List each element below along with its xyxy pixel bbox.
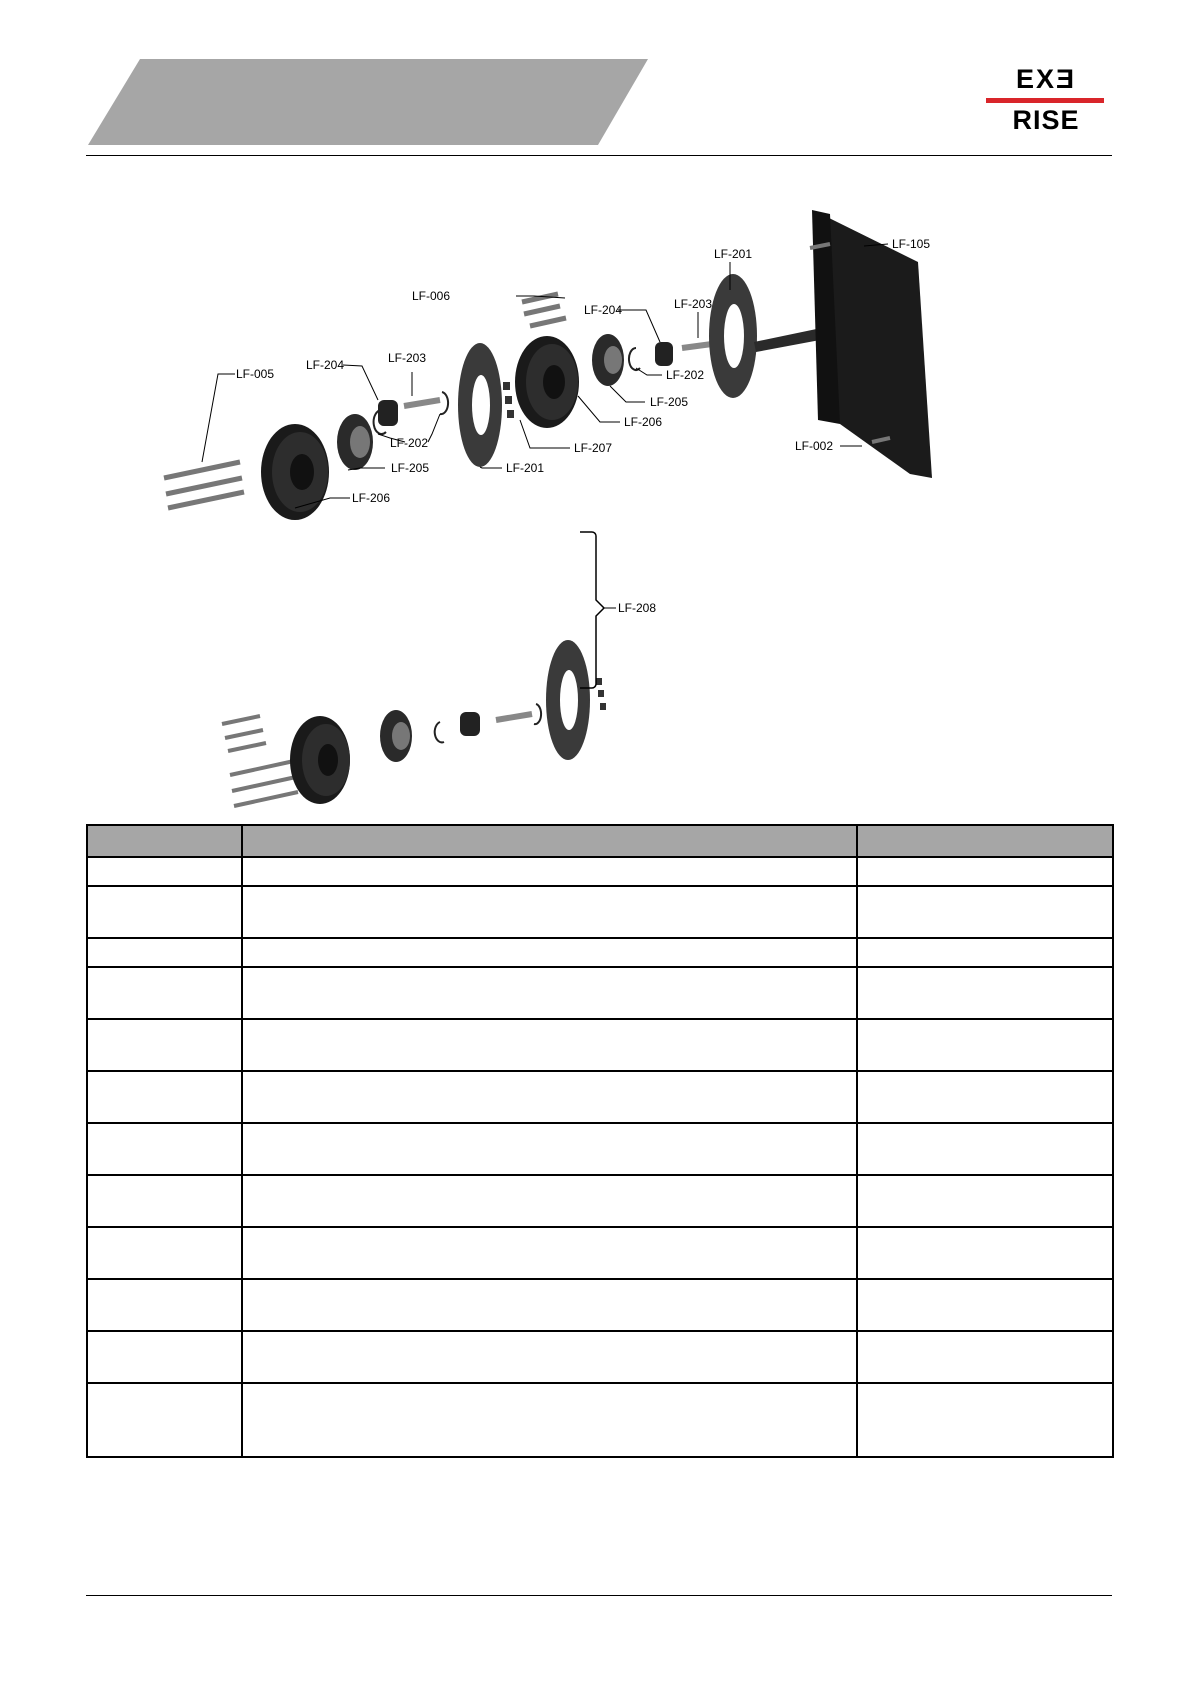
table-cell <box>87 1175 242 1227</box>
table-row <box>87 1331 1113 1383</box>
table-row <box>87 1227 1113 1279</box>
table-cell <box>857 1331 1113 1383</box>
table-cell <box>87 886 242 938</box>
logo-accent-bar <box>986 98 1104 103</box>
label-lf-206-mid: LF-206 <box>624 415 663 429</box>
table-row <box>87 1123 1113 1175</box>
table-cell <box>87 1279 242 1331</box>
table-cell <box>857 886 1113 938</box>
table-row <box>87 857 1113 886</box>
table-row <box>87 1383 1113 1457</box>
label-lf-208: LF-208 <box>618 601 657 615</box>
label-lf-205-mid: LF-205 <box>650 395 689 409</box>
label-lf-202-left: LF-202 <box>390 436 429 450</box>
label-lf-005: LF-005 <box>236 367 275 381</box>
pin-lf-203-left <box>404 400 440 406</box>
table-cell <box>87 938 242 967</box>
table-cell <box>857 967 1113 1019</box>
table-row <box>87 886 1113 938</box>
gasket-lf-201-mid <box>458 343 502 467</box>
kit-lf-208 <box>222 640 606 806</box>
table-cell <box>242 1019 857 1071</box>
table-cell <box>87 1383 242 1457</box>
table-cell <box>87 1019 242 1071</box>
table-cell <box>857 1019 1113 1071</box>
bolts-lf-005 <box>164 462 244 508</box>
table-row <box>87 1279 1113 1331</box>
housing-lf-206-mid <box>515 336 579 428</box>
gasket-lf-201-right <box>709 274 757 398</box>
housing-lf-206-left <box>261 424 329 520</box>
circlip-lf-202-left-2 <box>440 392 448 414</box>
pin-lf-203-right <box>682 344 712 348</box>
blocks-lf-207 <box>503 382 514 418</box>
footer-rule <box>86 1595 1112 1596</box>
label-lf-207: LF-207 <box>574 441 613 455</box>
table-cell <box>242 1279 857 1331</box>
table-cell <box>857 1071 1113 1123</box>
table-cell <box>242 1331 857 1383</box>
header-banner <box>88 59 648 145</box>
table-cell <box>87 1123 242 1175</box>
label-lf-206-left: LF-206 <box>352 491 391 505</box>
table-cell <box>242 886 857 938</box>
table-row <box>87 1175 1113 1227</box>
bolts-lf-006 <box>522 294 566 326</box>
table-cell <box>87 967 242 1019</box>
table-cell <box>87 1331 242 1383</box>
table-cell <box>242 1227 857 1279</box>
table-header-cell <box>87 825 242 857</box>
label-lf-201-right: LF-201 <box>714 247 753 261</box>
bearing-lf-204-left <box>378 400 398 426</box>
label-lf-202-mid: LF-202 <box>666 368 705 382</box>
label-lf-203-right: LF-203 <box>674 297 713 311</box>
table-header-cell <box>857 825 1113 857</box>
label-lf-201-mid: LF-201 <box>506 461 545 475</box>
table-cell <box>857 857 1113 886</box>
logo-bottom-text: RISE <box>1012 105 1080 135</box>
label-lf-205-left: LF-205 <box>391 461 430 475</box>
table-cell <box>857 938 1113 967</box>
header-rule <box>86 155 1112 156</box>
table-row <box>87 938 1113 967</box>
table-cell <box>242 857 857 886</box>
table-header-row <box>87 825 1113 857</box>
table-cell <box>242 938 857 967</box>
table-cell <box>87 1227 242 1279</box>
table-row <box>87 1019 1113 1071</box>
table-row <box>87 967 1113 1019</box>
label-lf-002: LF-002 <box>795 439 834 453</box>
table-cell <box>242 1175 857 1227</box>
label-lf-203-left: LF-203 <box>388 351 427 365</box>
label-lf-204-left: LF-204 <box>306 358 345 372</box>
table-cell <box>857 1383 1113 1457</box>
hub-lf-205-left <box>337 414 373 470</box>
table-cell <box>857 1123 1113 1175</box>
label-lf-105: LF-105 <box>892 237 931 251</box>
logo-top-text: EXƎ <box>1015 64 1077 94</box>
exe-rise-logo <box>986 64 1106 138</box>
label-lf-204-right: LF-204 <box>584 303 623 317</box>
table-row <box>87 1071 1113 1123</box>
circlip-lf-202-mid <box>629 348 640 370</box>
label-lf-006: LF-006 <box>412 289 451 303</box>
table-cell <box>242 967 857 1019</box>
table-cell <box>857 1279 1113 1331</box>
exploded-parts-diagram <box>150 210 1030 820</box>
table-cell <box>242 1123 857 1175</box>
table-cell <box>857 1175 1113 1227</box>
bearing-lf-204-right <box>655 342 673 366</box>
parts-table <box>86 824 1114 1458</box>
table-cell <box>857 1227 1113 1279</box>
table-cell <box>242 1383 857 1457</box>
table-cell <box>87 1071 242 1123</box>
table-header-cell <box>242 825 857 857</box>
table-cell <box>87 857 242 886</box>
hub-lf-205-mid <box>592 334 624 386</box>
table-cell <box>242 1071 857 1123</box>
